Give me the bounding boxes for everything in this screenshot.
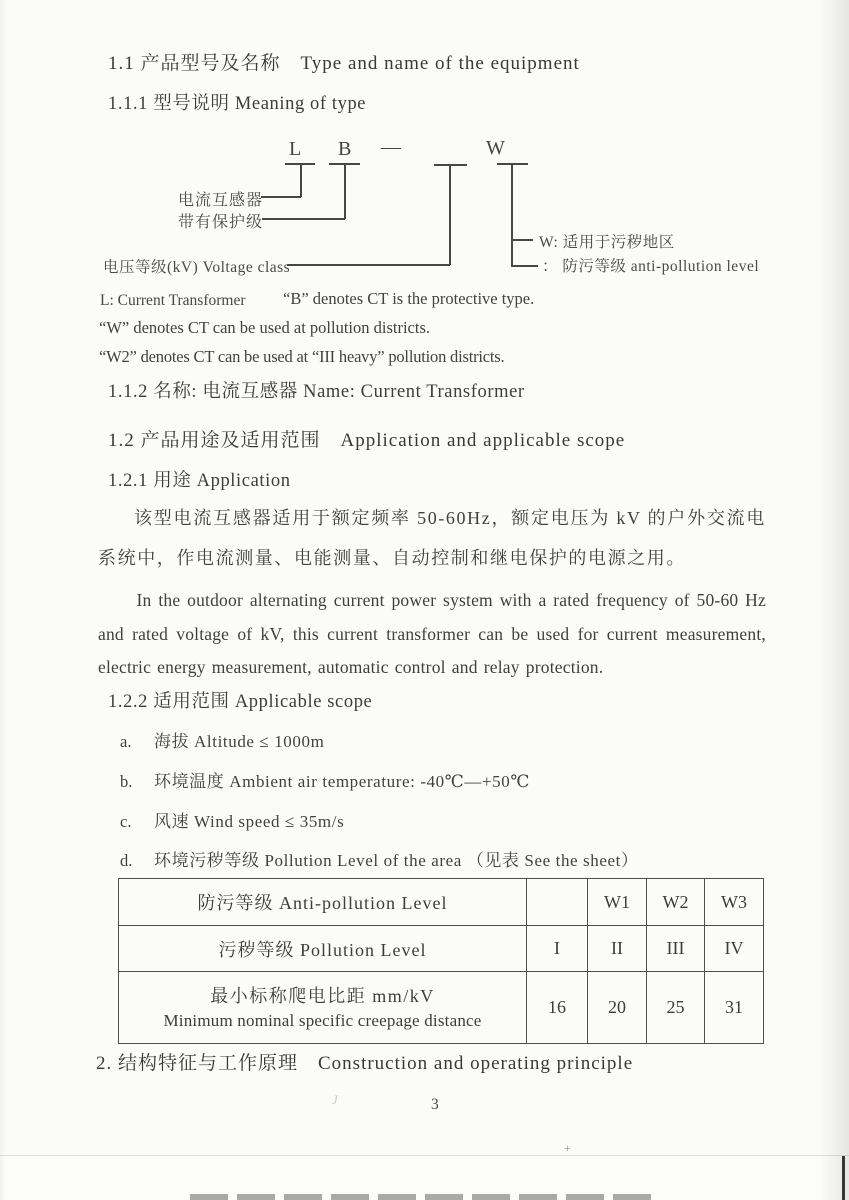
diagram-vline-l (300, 164, 302, 197)
pollution-table (118, 878, 764, 1044)
scope-item-pollution-level (120, 846, 639, 871)
table-cell: 16 (527, 972, 588, 1044)
scope-item-text: 环境污秽等级 Pollution Level of the area （见表 See the sheet） (154, 851, 639, 870)
table-cell (527, 879, 588, 926)
scope-item-text: 海拔 Altitude ≤ 1000m (154, 732, 325, 751)
table-row-anti-pollution (119, 879, 764, 926)
page-number: 3 (431, 1096, 439, 1113)
table-cell: 25 (647, 972, 705, 1044)
right-scan-shadow (819, 0, 849, 1200)
paragraph-application-zh: 该型电流互感器适用于额定频率 50-60Hz，额定电压为 kV 的户外交流电系统中，作电流测量、电能测量、自动控制和继电保护的电源之用。 (98, 508, 766, 568)
diagram-letter-l: L (289, 138, 302, 160)
diagram-hline-w-branch (511, 239, 533, 241)
table-row-pollution-level (119, 926, 764, 972)
table-cell: W3 (705, 879, 764, 926)
scope-item-text: 风速 Wind speed ≤ 35m/s (154, 812, 345, 831)
diagram-vline-w (511, 164, 513, 266)
table-cell: 20 (588, 972, 647, 1044)
note-l-current-transformer: L: Current Transformer (100, 292, 246, 309)
table-cell: I (527, 926, 588, 972)
note-w2-heavy-pollution: “W2” denotes CT can be used at “III heavy” pollution districts. (99, 347, 505, 366)
diagram-vline-b (344, 164, 346, 219)
next-page-text-edge (190, 1194, 656, 1200)
diagram-vline-voltage (449, 166, 451, 265)
heading-1-2: 1.2 产品用途及适用范围 Application and applicable scope (108, 430, 626, 451)
table-row-label: 污秽等级 Pollution Level (119, 926, 527, 972)
heading-1-2-2: 1.2.2 适用范围 Applicable scope (108, 692, 373, 712)
table-row-label: 防污等级 Anti-pollution Level (119, 879, 527, 926)
scope-item-marker: b. (120, 772, 133, 791)
scope-item-text: 环境温度 Ambient air temperature: -40℃—+50℃ (154, 772, 530, 791)
table-row-creepage-distance (119, 972, 764, 1044)
heading-1-1-2: 1.1.2 名称: 电流互感器 Name: Current Transformer (108, 382, 525, 402)
diagram-hline-l (261, 196, 301, 198)
diagram-letter-b: B (338, 138, 352, 160)
scope-item-altitude (120, 727, 324, 752)
diagram-hline-colon-branch (511, 265, 538, 267)
scope-item-temperature (120, 767, 530, 792)
table-cell: W1 (588, 879, 647, 926)
table-cell: II (588, 926, 647, 972)
registration-plus-mark: + (564, 1141, 571, 1155)
table-cell: 31 (705, 972, 764, 1044)
right-page-edge (842, 1156, 845, 1200)
diagram-label-voltage-class: 电压等级(kV) Voltage class (103, 259, 291, 276)
diagram-label-current-transformer: 电流互感器 (178, 192, 264, 209)
diagram-hline-voltage (287, 264, 450, 266)
scope-item-marker: c. (120, 812, 132, 831)
diagram-letter-w: W (486, 137, 505, 159)
scope-item-marker: a. (120, 732, 132, 751)
note-b-protective-type: “B” denotes CT is the protective type. (283, 289, 535, 308)
table-row-label-cn: 最小标称爬电比距 mm/kV (210, 985, 435, 1006)
heading-1-1-1: 1.1.1 型号说明 Meaning of type (108, 94, 367, 114)
table-cell: III (647, 926, 705, 972)
table-cell: IV (705, 926, 764, 972)
scan-smudge-mark: J (332, 1092, 338, 1107)
paragraph-application-en: In the outdoor alternating current power system with a rated frequency of 50-60 Hz and rated voltage of kV, this current transformer can be used for current measurement, electric energy measurement, automatic control and relay protection. (98, 590, 766, 677)
left-scan-edge (0, 0, 6, 1200)
heading-2: 2. 结构特征与工作原理 Construction and operating principle (96, 1053, 634, 1074)
heading-1-1: 1.1 产品型号及名称 Type and name of the equipment (108, 53, 580, 74)
table-row-label-en: Minimum nominal specific creepage distance (163, 1010, 482, 1030)
diagram-underline-blank (434, 164, 467, 166)
diagram-label-w-pollution: W: 适用于污秽地区 (539, 234, 675, 251)
diagram-hline-b (262, 218, 345, 220)
heading-1-2-1: 1.2.1 用途 Application (108, 471, 291, 491)
diagram-dash: — (381, 136, 401, 158)
scope-item-wind-speed (120, 807, 344, 832)
table-row-label (119, 972, 527, 1044)
table-cell: W2 (647, 879, 705, 926)
diagram-label-protective-class: 带有保护级 (178, 214, 264, 231)
diagram-underline-w (497, 163, 528, 165)
scope-item-marker: d. (120, 851, 133, 870)
note-w-pollution: “W” denotes CT can be used at pollution districts. (99, 318, 430, 337)
diagram-label-anti-pollution-level: ： 防污等级 anti-pollution level (542, 258, 760, 275)
